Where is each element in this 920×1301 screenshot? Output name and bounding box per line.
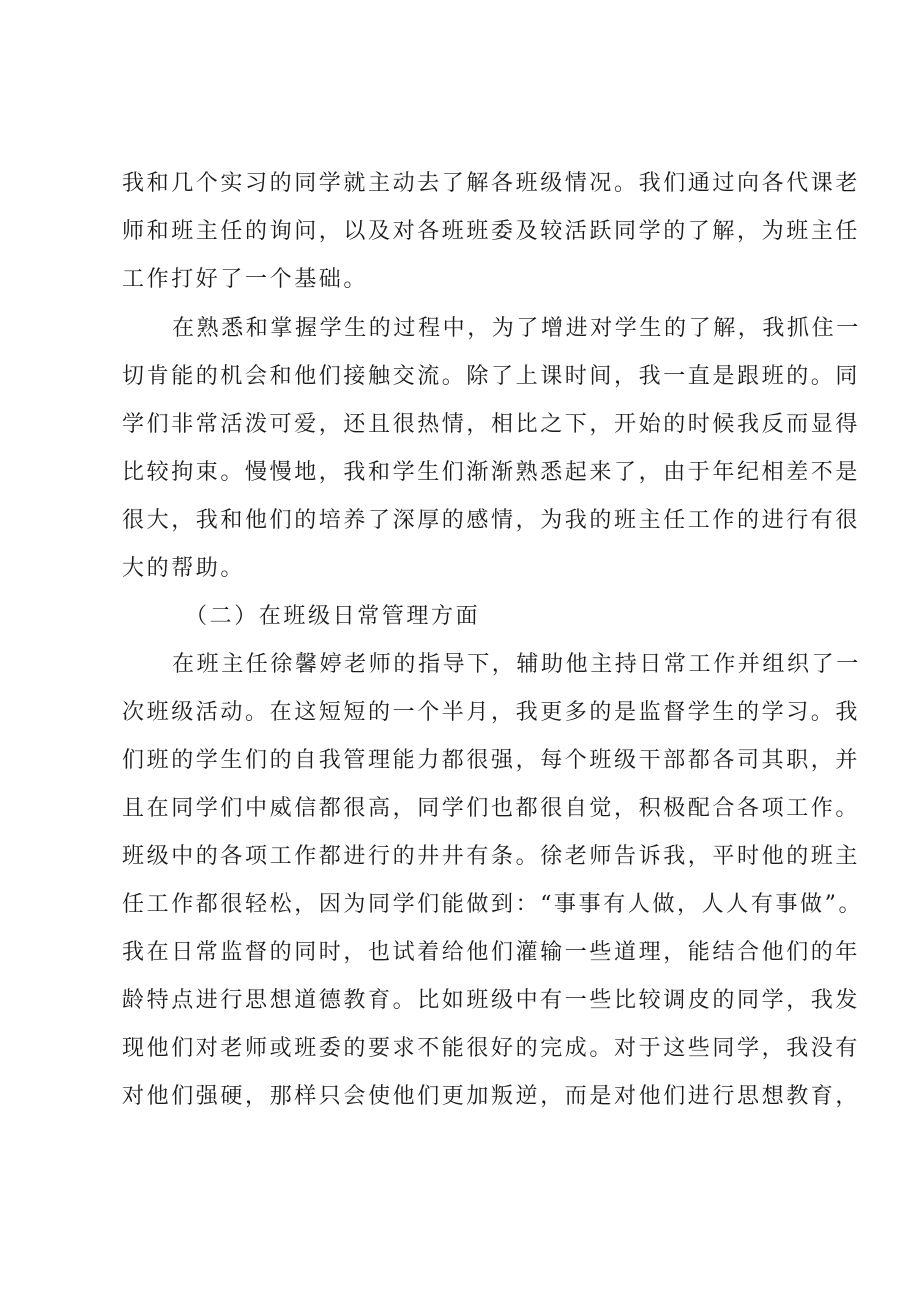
- paragraph-2-line-1: 在熟悉和掌握学生的过程中，为了增进对学生的了解，我抓住一: [172, 316, 861, 341]
- paragraph-1-line-1: 我和几个实习的同学就主动去了解各班级情况。我们通过向各代课老: [122, 171, 861, 196]
- paragraph-3-line-6: 任工作都很轻松，因为同学们能做到：“事事有人做，人人有事做”。: [122, 892, 864, 917]
- paragraph-2-line-4: 比较拘束。慢慢地，我和学生们渐渐熟悉起来了，由于年纪相差不是: [122, 460, 861, 485]
- paragraph-2-line-6: 大的帮助。: [122, 556, 246, 581]
- paragraph-3-line-8: 龄特点进行思想道德教育。比如班级中有一些比较调皮的同学，我发: [122, 988, 861, 1013]
- paragraph-2-line-5: 很大，我和他们的培养了深厚的感情，为我的班主任工作的进行有很: [122, 508, 861, 533]
- paragraph-3-line-7: 我在日常监督的同时，也试着给他们灌输一些道理，能结合他们的年: [122, 940, 861, 965]
- paragraph-3-line-4: 且在同学们中威信都很高，同学们也都很自觉，积极配合各项工作。: [122, 796, 861, 821]
- paragraph-2-line-3: 学们非常活泼可爱，还且很热情，相比之下，开始的时候我反而显得: [122, 412, 861, 437]
- paragraph-3-line-2: 次班级活动。在这短短的一个半月，我更多的是监督学生的学习。我: [122, 700, 861, 725]
- paragraph-3-line-10: 对他们强硬，那样只会使他们更加叛逆，而是对他们进行思想教育，: [122, 1084, 861, 1109]
- paragraph-3-line-1: 在班主任徐馨婷老师的指导下，辅助他主持日常工作并组织了一: [172, 652, 861, 677]
- section-heading: （二）在班级日常管理方面: [185, 604, 481, 629]
- paragraph-2-line-2: 切肯能的机会和他们接触交流。除了上课时间，我一直是跟班的。同: [122, 364, 861, 389]
- paragraph-1-line-3: 工作打好了一个基础。: [122, 267, 369, 292]
- paragraph-3-line-3: 们班的学生们的自我管理能力都很强，每个班级干部都各司其职，并: [122, 748, 861, 773]
- paragraph-1-line-2: 师和班主任的询问，以及对各班班委及较活跃同学的了解，为班主任: [122, 219, 861, 244]
- paragraph-3-line-9: 现他们对老师或班委的要求不能很好的完成。对于这些同学，我没有: [122, 1036, 861, 1061]
- paragraph-3-line-5: 班级中的各项工作都进行的井井有条。徐老师告诉我，平时他的班主: [122, 844, 861, 869]
